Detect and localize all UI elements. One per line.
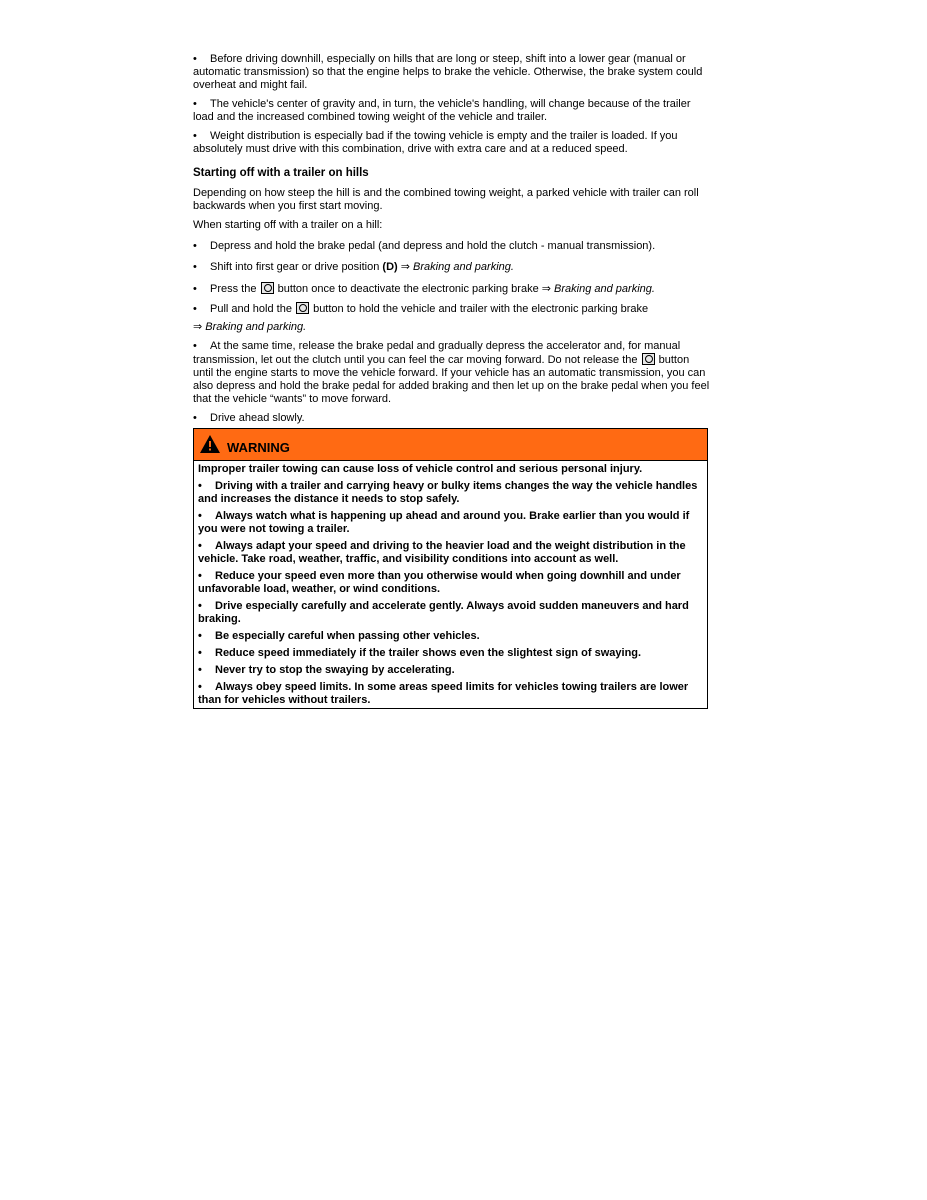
list-item: • The vehicle's center of gravity and, in turn, the vehicle's handling, will change because of the trailer load and the increased combined towing weight of the vehicle and trailer. [193,98,691,123]
list-item: • Shift into first gear or drive position (D) ⇒ Braking and parking. [193,261,514,273]
warning-item: • Never try to stop the swaying by accelerating. [198,664,455,676]
list-item: • At the same time, release the brake pedal and gradually depress the accelerator and, for manual transmission, let out the clutch until you can feel the car moving forward. Do not release the button until the engine starts to move the vehicle forward. If your vehicle has an automatic transmission, you can also depress and hold the brake pedal for added braking and then let up on the brake pedal when you feel that the vehicle “wants” to move forward. [193,340,710,405]
reference-line: ⇒ Braking and parking. [193,321,307,333]
list-item: • Depress and hold the brake pedal (and depress and hold the clutch - manual transmission). [193,240,656,252]
list-item: • Pull and hold the button to hold the vehicle and trailer with the electronic parking brake [193,303,649,315]
lead-in-text: When starting off with a trailer on a hill: [193,219,383,231]
warning-item: • Always obey speed limits. In some areas speed limits for vehicles towing trailers are lower than for vehicles without trailers. [198,681,689,706]
parking-brake-icon [642,353,655,365]
list-item: • Before driving downhill, especially on hills that are long or steep, shift into a lower gear (manual or automatic transmission) so that the engine helps to brake the vehicle. Otherwise, the brake system could overheat and might fail. [193,53,703,91]
cross-reference-link[interactable]: Braking and parking. [413,261,514,273]
warning-item: • Always adapt your speed and driving to the heavier load and the weight distribution in the vehicle. Take road, weather, traffic, and visibility conditions into account as well. [198,540,686,565]
list-item: • Drive ahead slowly. [193,412,305,424]
list-item: • Weight distribution is especially bad if the towing vehicle is empty and the trailer is loaded. If you absolutely must drive with this combination, drive with extra care and at a reduced speed. [193,130,678,155]
cross-reference-link[interactable]: Braking and parking. [205,321,307,333]
cross-reference-link[interactable]: Braking and parking. [554,283,655,295]
parking-brake-icon [296,302,309,314]
warning-item: • Drive especially carefully and accelerate gently. Always avoid sudden maneuvers and hard braking. [198,600,689,625]
section-heading: Starting off with a trailer on hills [193,167,369,179]
warning-item: • Always watch what is happening up ahead and around you. Brake earlier than you would if you were not towing a trailer. [198,510,690,535]
warning-triangle-icon [199,434,221,454]
warning-item: • Reduce speed immediately if the trailer shows even the slightest sign of swaying. [198,647,642,659]
warning-item: • Driving with a trailer and carrying heavy or bulky items changes the way the vehicle handles and increases the distance it needs to stop safely. [198,480,698,505]
list-item: • Press the button once to deactivate the electronic parking brake ⇒ Braking and parking. [193,283,655,295]
warning-box [193,428,708,709]
warning-item: • Be especially careful when passing other vehicles. [198,630,480,642]
warning-title: WARNING [227,440,290,455]
warning-body [194,461,707,707]
body-text [193,53,710,431]
warning-lead: Improper trailer towing can cause loss of vehicle control and serious personal injury. [198,463,643,475]
parking-brake-icon [261,282,274,294]
intro-paragraph: Depending on how steep the hill is and the combined towing weight, a parked vehicle with trailer can roll backwards when you first start moving. [193,187,699,212]
warning-item: • Reduce your speed even more than you otherwise would when going downhill and under unfavorable load, weather, or wind conditions. [198,570,681,595]
warning-header [194,429,707,461]
